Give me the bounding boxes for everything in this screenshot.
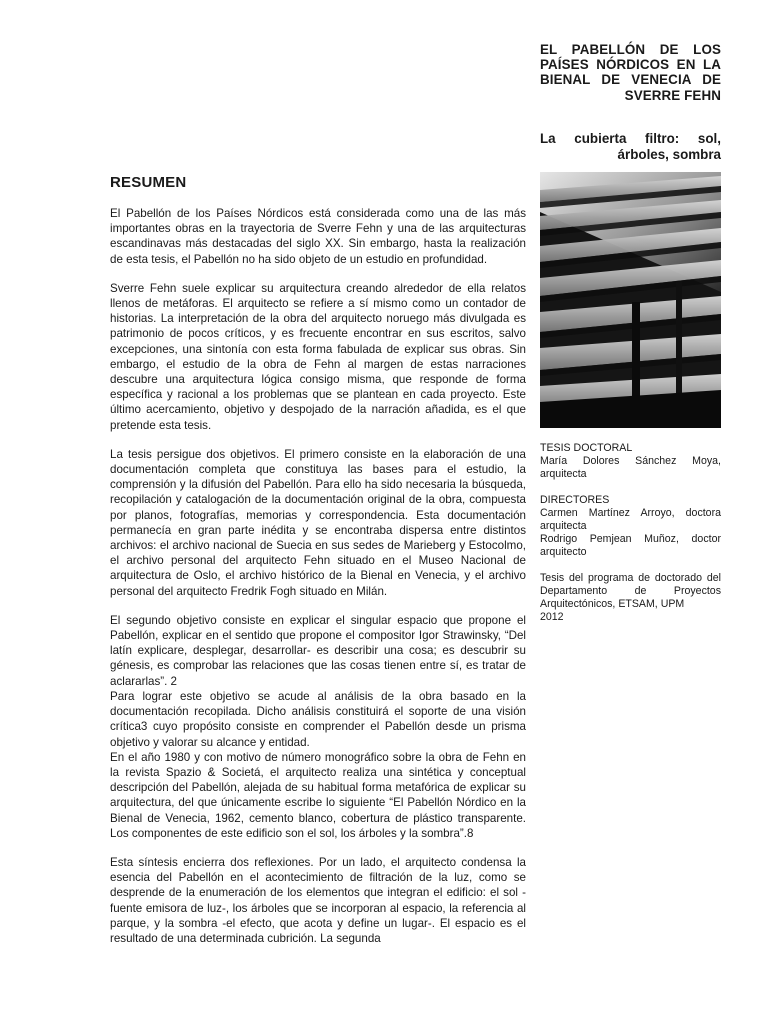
director-2: Rodrigo Pemjean Muñoz, doctor arquitecto bbox=[540, 533, 721, 559]
abstract-paragraph-7: Esta síntesis encierra dos reflexiones. Por un lado, el arquitecto condensa la esencia del Pabellón en el acontecimiento de filtración de la luz, como se desprende de la enumeración de los elementos que integran el edificio: el sol -fuente emisora de luz-, los árboles que se incorporan al espacio, la referencia al parque, y la sombra -el efecto, que acota y define un lugar-. El espacio es el resultado de una determinada cubrición. La segunda bbox=[110, 855, 526, 945]
thesis-year: 2012 bbox=[540, 611, 564, 624]
doctoral-program: Tesis del programa de doctorado del Departamento de Proyectos Arquitectónicos, ETSAM, UPM bbox=[540, 571, 721, 611]
abstract-paragraph-5: Para lograr este objetivo se acude al análisis de la obra basado en la documentación recopilada. Dicho análisis constituirá el soporte de una visión crítica3 cuyo propósito consiste en comprender el Pabellón desde un prisma objetivo y valorar su alcance y entidad. bbox=[110, 689, 526, 749]
abstract-section bbox=[110, 168, 526, 960]
abstract-paragraph-6: En el año 1980 y con motivo de número monográfico sobre la obra de Fehn en la revista Spazio & Societá, el arquitecto realiza una sintética y conceptual descripción del Pabellón, alejada de su habitual forma metafórica de explicar su arquitectura, del que únicamente escribe lo siguiente “El Pabellón Nórdico en la Bienal de Venecia, 1962, cemento blanco, cobertura de plástico transparente. Los componentes de este edificio son el sol, los árboles y la sombra”.8 bbox=[110, 750, 526, 840]
directors-label: DIRECTORES bbox=[540, 493, 610, 506]
abstract-paragraph-1: El Pabellón de los Países Nórdicos está considerada como una de las más importantes obras en la trayectoria de Sverre Fehn y una de las arquitecturas escandinavas más destacadas del siglo XX. Sin embargo, hasta la realización de esta tesis, el Pabellón no ha sido objeto de un estudio en profundidad. bbox=[110, 207, 526, 266]
abstract-paragraph-3: La tesis persigue dos objetivos. El primero consiste en la elaboración de una documentación completa que constituya las bases para el estudio, la comprensión y la difusión del Pabellón. Para ello ha sido necesaria la búsqueda, recopilación y catalogación de la documentación original de la obra, compuesta por planos, fotografías, memorias y correspondencia. Esta documentación permanecía en gran parte inédita y se encontraba dispersa entre distintos archivos: el archivo nacional de Suecia en sus sedes de Marieberg y Estocolmo, el archivo personal del arquitecto Fehn situado en el Museo Nacional de arquitectura de Oslo, el archivo histórico de la Bienal en Venecia, y el archivo personal del arquitecto Fredrik Fogh situado en Milán. bbox=[110, 447, 526, 598]
thesis-title: EL PABELLÓN DE LOS PAÍSES NÓRDICOS EN LA BIENAL DE VENECIA DE SVERRE FEHN bbox=[540, 42, 721, 103]
abstract-heading: RESUMEN bbox=[110, 174, 187, 191]
thesis-author: María Dolores Sánchez Moya, arquitecta bbox=[540, 455, 721, 481]
abstract-paragraph-2: Sverre Fehn suele explicar su arquitectura creando alrededor de ella relatos llenos de metáforas. El arquitecto se refiere a sí mismo como un contador de historias. La interpretación de la obra del arquitecto noruego más divulgada es patrimonio de pocos críticos, y es frecuente encontrar en sus escritos, salvo excepciones, una sintonía con esta forma fabulada de explicar sus obras. Sin embargo, el estudio de la obra de Fehn al margen de estas narraciones descubre una arquitectura lógica consigo misma, que responde de forma específica y racional a los problemas que se plantean en cada proyecto. Este último acercamiento, objetivo y despojado de la narración añadida, es el que pretende esta tesis. bbox=[110, 281, 526, 432]
thesis-type-label: TESIS DOCTORAL bbox=[540, 442, 633, 454]
director-1: Carmen Martínez Arroyo, doctora arquitecta bbox=[540, 506, 721, 533]
thesis-credits bbox=[540, 442, 721, 636]
abstract-paragraph-4: El segundo objetivo consiste en explicar el singular espacio que propone el Pabellón, explicar en el sentido que propone el compositor Igor Strawinsky, “Del latín explicare, desplegar, desarrollar- es describir una cosa; es descubrir su génesis, es comprobar las relaciones que las cosas tienen entre sí, es tratar de aclararlas”. 2 bbox=[110, 613, 526, 688]
pavilion-roof-photo bbox=[540, 172, 721, 428]
thesis-subtitle: La cubierta filtro: sol, árboles, sombra bbox=[540, 131, 721, 162]
